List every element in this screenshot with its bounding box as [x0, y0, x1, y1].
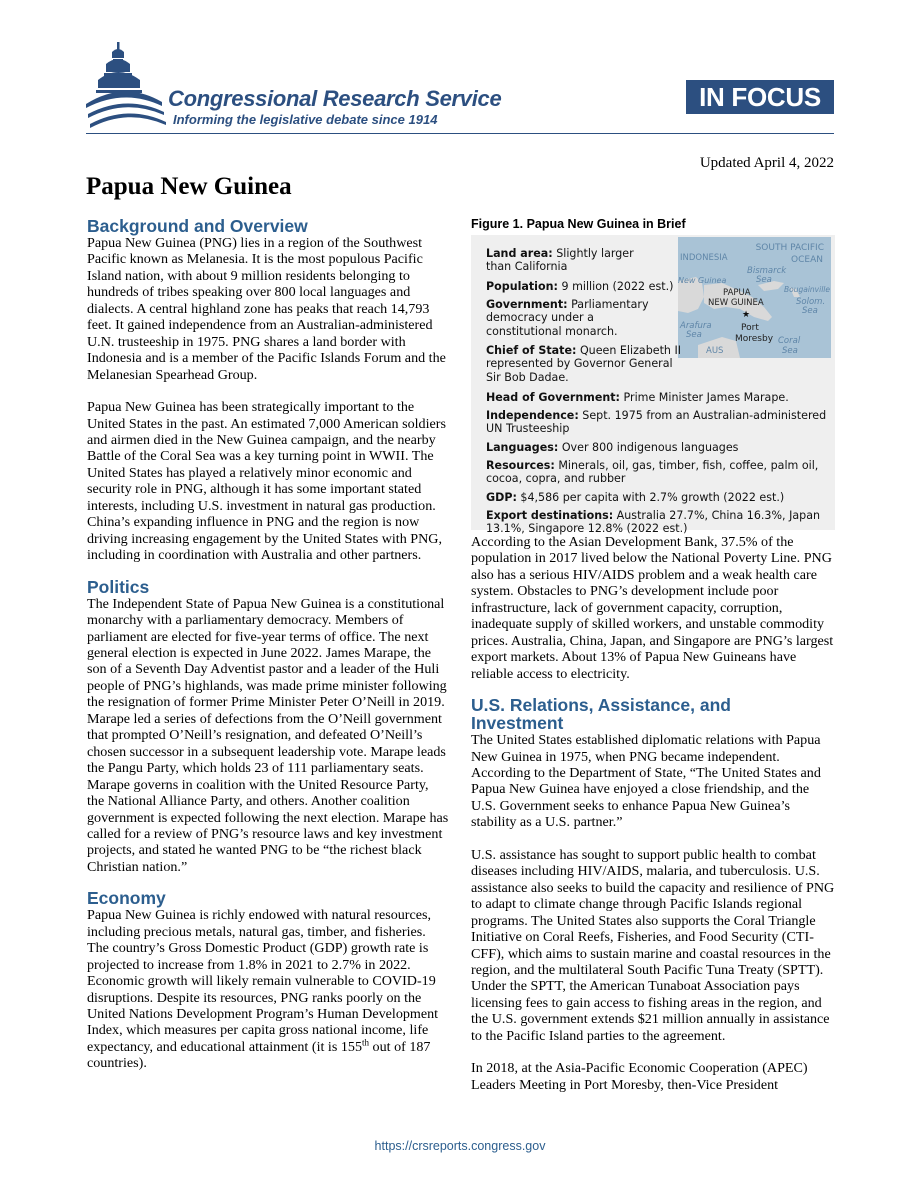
politics-paragraph-1: The Independent State of Papua New Guinea is a constitutional monarchy with a parliamentary democracy. Members of parliament are elected for five-year terms of office. The next general election is expected in June 2022. James Marape, the son of a Seventh Day Adventist pastor and a leader of the Huli people of PNG’s highlands, was made prime minister following the resignation of former Prime Minister Peter O’Neill in 2019. Marape led a series of defections from the O’Neill government that prompted O’Neill’s resignation, and defeated O’Neill’s chosen successor in a subsequent leadership vote. Marape leads the Pangu Party, which holds 23 of 111 parliamentary seats. Marape governs in coalition with the United Resource Party, the National Alliance Party, and others. Another coalition government is expected following the next election. Marape has called for a review of PNG’s resource laws and key investment projects, and stated he wanted PNG to be “the richest black Christian nation.” — [87, 595, 449, 875]
fact-export-destinations: Export destinations: Australia 27.7%, China 16.3%, Japan 13.1%, Singapore 12.8% (2022 est.) — [486, 509, 821, 536]
economy-text-start: Papua New Guinea is richly endowed with natural resources, including precious metals, natural gas, timber, and fisheries. The country’s Gross Domestic Product (GDP) growth rate is projected to increase from 1.8% in 2021 to 2.7% in 2022. Economic growth will likely remain vulnerable to COVID-19 disruptions. Despite its resources, PNG ranks poorly on the United Nations Development Program’s Human Development Index, which measures per capita gross national income, life expectancy, and educational attainment (it is 155 — [87, 907, 439, 1055]
economy-text-end: out of 187 countries). — [87, 1038, 431, 1072]
background-paragraph-2: Papua New Guinea has been strategically important to the United States in the past. An estimated 7,000 American soldiers and airmen died in the New Guinea campaign, and the nearby Battle of the Coral Sea was a key turning point in WWII. The United States has played a relatively minor economic and security role in PNG, although it has some important stated interests, including U.S. investment in natural gas production. China’s expanding influence in PNG and the region is now driving increasing engagement by the United States with PNG, including in coordination with Australia and other partners. — [87, 399, 446, 564]
figure-box — [471, 235, 835, 536]
map-label-arafura-2: Sea — [686, 330, 702, 340]
background-paragraph-1: Papua New Guinea (PNG) lies in a region of the Southwest Pacific known as Melanesia. It is the most populous Pacific Island nation, with about 9 million residents belonging to hundreds of tribes speaking over 800 local languages and dialects. A central highland zone has peaks that reach 14,793 feet. It gained independence from an Australian-administered U.N. trusteeship in 1975. PNG shares a land border with Indonesia and is a member of the Pacific Islands Forum and the Melanesian Spearhead Group. — [87, 235, 446, 383]
org-tagline: Informing the legislative debate since 1914 — [173, 112, 438, 127]
economy-paragraph-1 — [87, 907, 449, 1072]
map-label-port-1: Port — [741, 323, 759, 333]
fact-chief-of-state: Chief of State: Queen Elizabeth II represented by Governor General Sir Bob Dadae. — [486, 344, 682, 384]
heading-politics: Politics — [87, 576, 150, 597]
map-label-coral-1: Coral — [778, 336, 801, 346]
map-label-bougainville: Bougainville — [784, 285, 830, 294]
map-label-indonesia: INDONESIA — [680, 253, 728, 263]
map-label-bismarck-1: Bismarck — [747, 266, 787, 276]
footer-url[interactable]: https://crsreports.congress.gov — [374, 1139, 546, 1153]
fact-land-area: Land area: Slightly larger than California — [486, 247, 634, 274]
map-label-ocean-2: OCEAN — [791, 255, 823, 265]
us-relations-paragraph-3: In 2018, at the Asia-Pacific Economic Cooperation (APEC) Leaders Meeting in Port Moresby, then-Vice President — [471, 1060, 808, 1093]
map-label-bismarck-2: Sea — [756, 275, 772, 285]
map-label-png-2: NEW GUINEA — [708, 298, 764, 308]
us-relations-paragraph-2: U.S. assistance has sought to support public health to combat diseases including HIV/AIDS, malaria, and tuberculosis. U.S. assistance also seeks to build the capacity and resilience of PNG to adapt to climate change through Pacific Islands regional programs. The United States also supports the Coral Triangle Initiative on Coral Reefs, Fisheries, and Food Security (CTI-CFF), which aims to sustain marine and coastal resources in the region, and the multilateral South Pacific Tuna Treaty (SPTT). Under the SPTT, the American Tunaboat Association pays licensing fees to gain access to fishing areas in the region, and the U.S. government extends $21 million annually in assistance to the Pacific Island parties to the agreement. — [471, 846, 835, 1044]
org-name: Congressional Research Service — [168, 86, 502, 111]
economy-paragraph-2: According to the Asian Development Bank, 37.5% of the population in 2017 lived below the National Poverty Line. PNG also has a serious HIV/AIDS problem and a weak health care system. Obstacles to PNG’s development include poor infrastructure, lack of government capacity, corruption, inadequate supply of skilled workers, and unstable commodity prices. Australia, China, Japan, and Singapore are PNG’s largest export markets. About 13% of Papua New Guineans have reliable access to electricity. — [471, 534, 834, 682]
map-label-port-2: Moresby — [735, 334, 774, 344]
map-label-coral-2: Sea — [782, 346, 798, 356]
updated-date: Updated April 4, 2022 — [699, 155, 834, 171]
figure-caption: Figure 1. Papua New Guinea in Brief — [471, 217, 686, 231]
us-relations-paragraph-1: The United States established diplomatic relations with Papua New Guinea in 1975, when PNG became independent. According to the Department of State, “The United States and Papua New Guinea have enjoyed a close friendship, and the U.S. Government seeks to enhance Papua New Guinea’s stability as a U.S. partner.” — [471, 732, 821, 831]
map-label-solom-2: Sea — [802, 306, 818, 316]
fact-languages: Languages: Over 800 indigenous languages — [486, 441, 739, 454]
heading-economy: Economy — [87, 888, 166, 909]
fact-resources: Resources: Minerals, oil, gas, timber, fish, coffee, palm oil, cocoa, copra, and rubber — [486, 459, 819, 486]
heading-us-relations-line-2: Investment — [471, 713, 564, 734]
left-column — [87, 217, 449, 1072]
fact-gdp: GDP: $4,586 per capita with 2.7% growth (2022 est.) — [486, 491, 785, 504]
map-label-new-guinea: New Guinea — [678, 276, 727, 285]
heading-background: Background and Overview — [87, 216, 308, 236]
economy-text-sup: th — [362, 1037, 370, 1048]
fact-head-of-government: Head of Government: Prime Minister James Marape. — [486, 391, 789, 404]
map-label-arafura-1: Arafura — [680, 321, 712, 331]
fact-population: Population: 9 million (2022 est.) — [486, 280, 674, 293]
in-focus-badge: IN FOCUS — [686, 80, 834, 114]
port-moresby-star-icon: ★ — [742, 310, 751, 320]
map-label-ocean-1: SOUTH PACIFIC — [755, 243, 824, 253]
header-divider — [86, 133, 834, 134]
map-label-aus: AUS — [706, 346, 724, 356]
crs-capitol-logo-icon — [84, 40, 168, 130]
map-label-solom-1: Solom. — [796, 297, 826, 307]
page-title: Papua New Guinea — [86, 173, 292, 200]
fact-government: Government: Parliamentary democracy under a constitutional monarch. — [486, 298, 649, 338]
right-column — [471, 217, 835, 1093]
png-map — [678, 237, 831, 358]
map-label-png-1: PAPUA — [723, 288, 751, 298]
fact-independence: Independence: Sept. 1975 from an Australian-administered UN Trusteeship — [486, 409, 827, 436]
heading-us-relations — [471, 696, 835, 732]
heading-us-relations-line-1: U.S. Relations, Assistance, and — [471, 695, 731, 716]
